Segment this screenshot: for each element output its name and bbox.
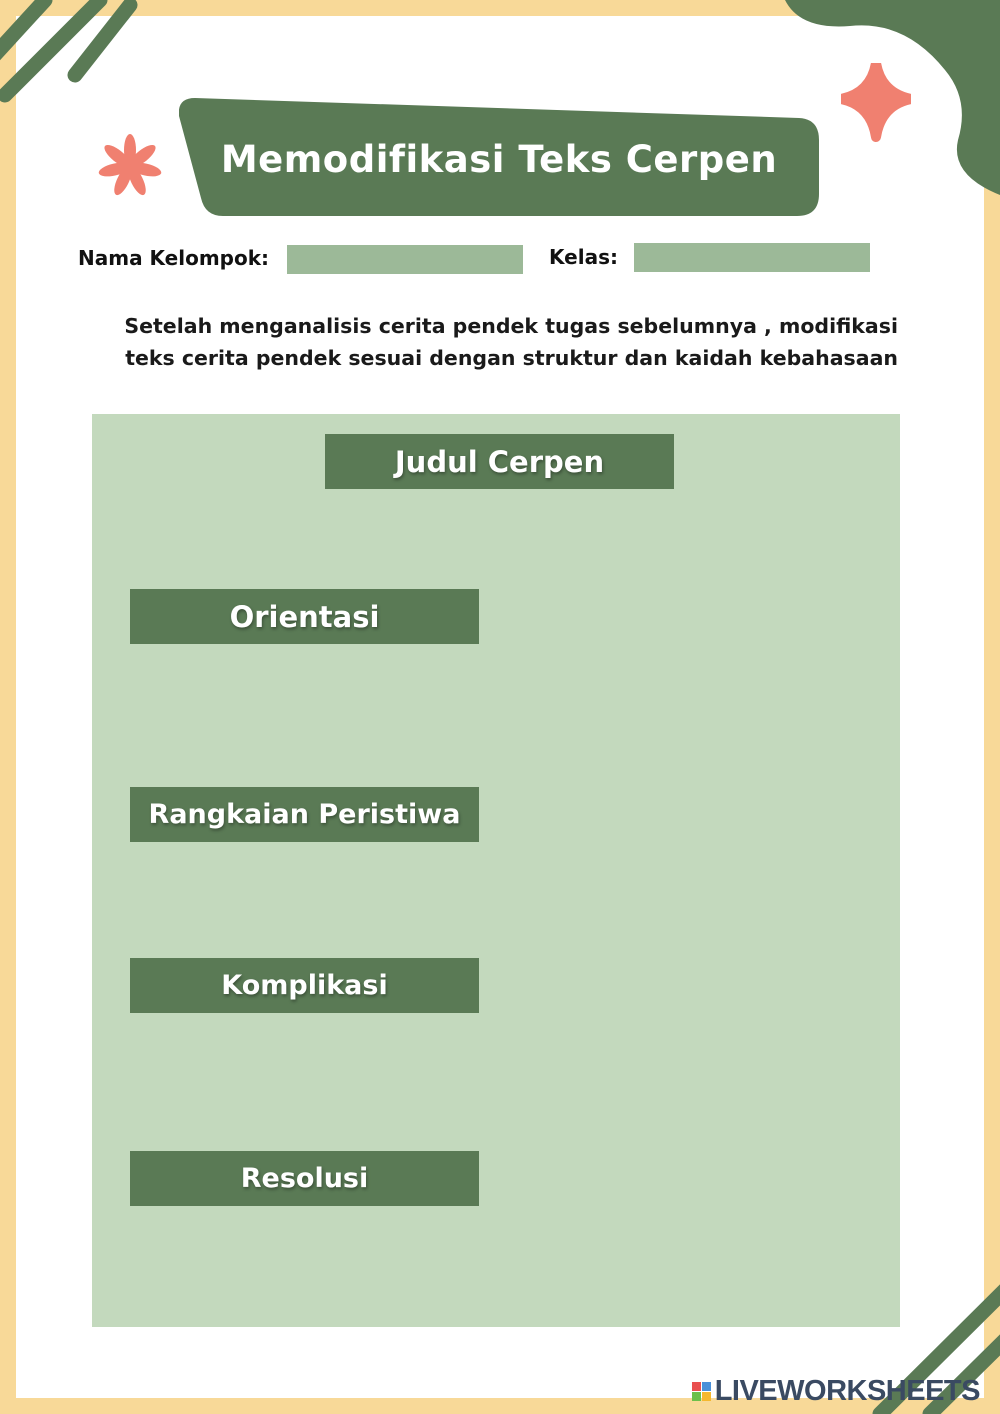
- liveworksheets-watermark: [692, 1375, 980, 1408]
- group-name-field[interactable]: [287, 245, 523, 274]
- liveworksheets-logo-icon: [692, 1382, 711, 1401]
- worksheet-page: [16, 16, 984, 1398]
- sparkle-icon: [841, 63, 911, 143]
- section-resolusi: Resolusi: [130, 1151, 479, 1206]
- section-orientasi: Orientasi: [130, 589, 479, 644]
- class-field[interactable]: [634, 243, 870, 272]
- page-title: Memodifikasi Teks Cerpen: [220, 137, 778, 181]
- section-komplikasi: Komplikasi: [130, 958, 479, 1013]
- story-board: [92, 414, 900, 1327]
- group-name-label: Nama Kelompok:: [78, 246, 270, 270]
- section-rangkaian-peristiwa: Rangkaian Peristiwa: [130, 787, 479, 842]
- section-judul-cerpen: Judul Cerpen: [325, 434, 674, 489]
- asterisk-flower-icon: [98, 134, 162, 198]
- class-label: Kelas:: [549, 245, 618, 269]
- watermark-text: LIVEWORKSHEETS: [714, 1375, 980, 1407]
- instruction-text: Setelah menganalisis cerita pendek tugas sebelumnya , modifikasi teks cerita pendek sesuai dengan struktur dan kaidah kebahasaan: [124, 314, 898, 370]
